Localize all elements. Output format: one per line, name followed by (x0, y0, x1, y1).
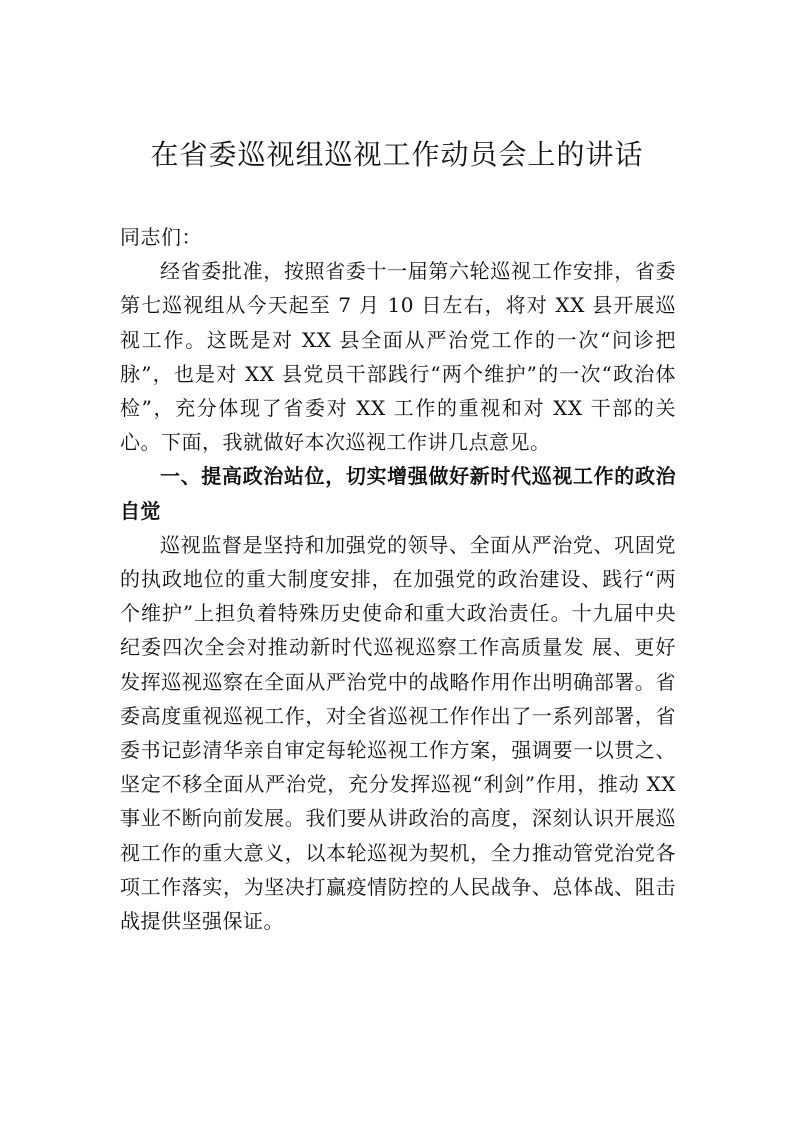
section-1-paragraph: 巡视监督是坚持和加强党的领导、全面从严治党、巩固党的执政地位的重大制度安排，在加强党的政治建设、践行“两个维护”上担负着特殊历史使命和重大政治责任。十九届中央纪委四次全会对推动新时代巡视巡察工作高质量发 展、更好发挥巡视巡察在全面从严治党中的战略作用作出明确部署。省委高度重视巡视工作，对全省巡视工作作出了一系列部署，省委书记彭清华亲自审定每轮巡视工作方案，强调要一以贯之、坚定不移全面从严治党，充分发挥巡视“利剑”作用，推动 XX 事业不断向前发展。我们要从讲政治的高度，深刻认识开展巡视工作的重大意义，以本轮巡视为契机，全力推动管党治党各项工作落实，为坚决打赢疫情防控的人民战争、总体战、阻击战提供坚强保证。 (120, 532, 676, 934)
document-body (120, 220, 676, 938)
salutation: 同志们： (120, 225, 202, 249)
intro-paragraph: 经省委批准，按照省委十一届第六轮巡视工作安排，省委第七巡视组从今天起至 7 月 10 日左右，将对 XX 县开展巡视工作。这既是对 XX 县全面从严治党工作的一次“问诊把脉”，也是对 XX 县党员干部践行“两个维护”的一次“政治体检”，充分体现了省委对 XX 工作的重视和对 XX 干部的关心。下面，我就做好本次巡视工作讲几点意见。 (120, 259, 676, 455)
document-title: 在省委巡视组巡视工作动员会上的讲话 (150, 138, 644, 171)
section-heading-1: 一、提高政治站位，切实增强做好新时代巡视工作的政治自觉 (120, 464, 676, 523)
